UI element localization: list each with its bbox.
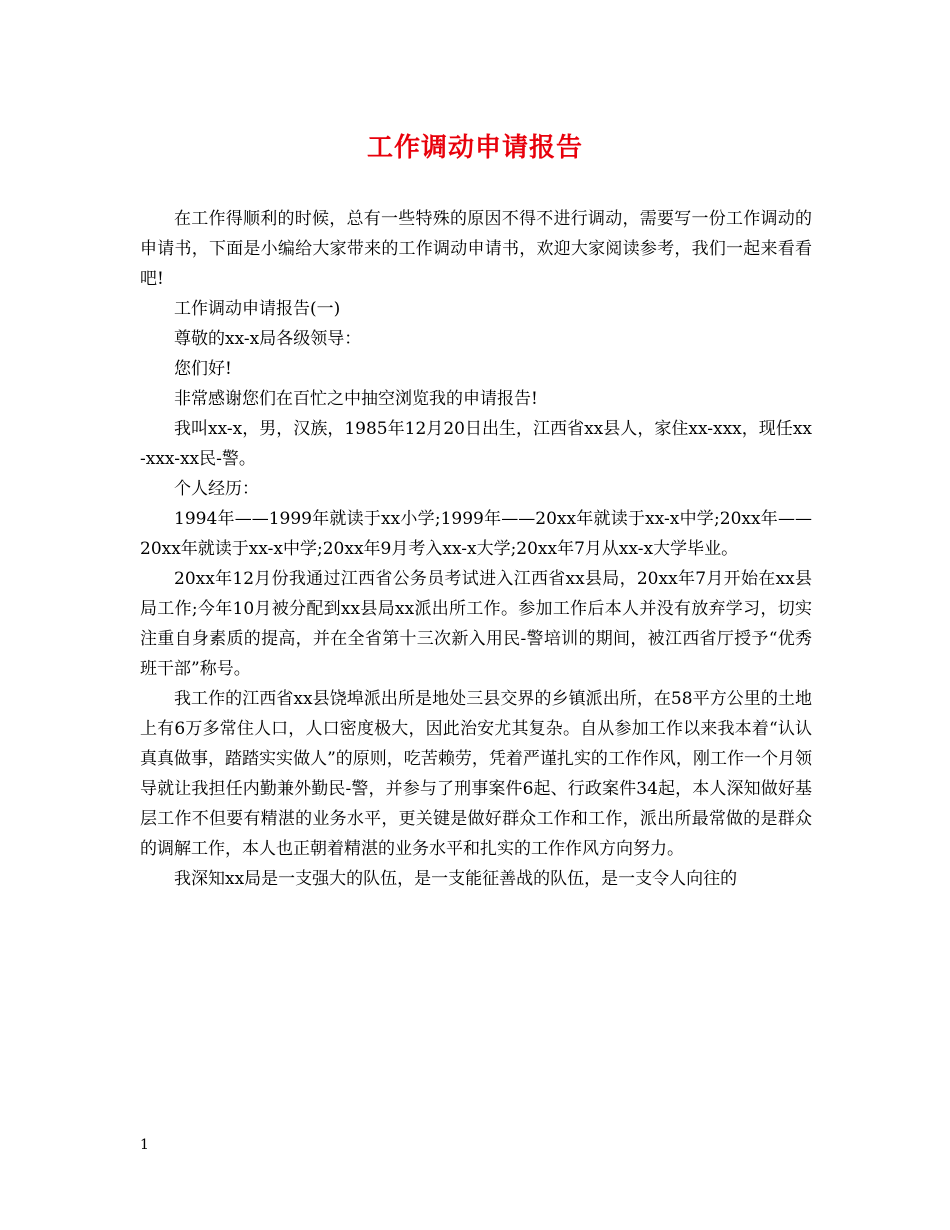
paragraph-experience-heading: 个人经历：: [174, 479, 259, 499]
paragraph-salutation: 尊敬的xx-x局各级领导：: [174, 329, 362, 349]
paragraph-work-station: 我工作的江西省xx县饶埠派出所是地处三县交界的乡镇派出所，在58平方公里的土地上有6万多常住人口，人口密度极大，因此治安尤其复杂。自从参加工作以来我本着“认认真真做事，踏踏实实做人”的原则，吃苦赖劳，凭着严谨扎实的工作作风，刚工作一个月领导就让我担任内勤兼外勤民-警，并参与了刑事案件6起、行政案件34起，本人深知做好基层工作不但要有精湛的业务水平，更关键是做好群众工作和工作，派出所最常做的是群众的调解工作，本人也正朝着精湛的业务水平和扎实的工作作风方向努力。: [140, 689, 812, 859]
paragraph-greeting: 您们好!: [174, 359, 232, 379]
page-number: 1: [140, 1137, 149, 1153]
paragraph-intro: 在工作得顺利的时候，总有一些特殊的原因不得不进行调动，需要写一份工作调动的申请书，下面是小编给大家带来的工作调动申请书，欢迎大家阅读参考，我们一起来看看吧!: [140, 209, 812, 289]
paragraph-section-heading: 工作调动申请报告(一): [174, 299, 341, 319]
paragraph-education: 1994年——1999年就读于xx小学;1999年——20xx年就读于xx-x中学;20xx年——20xx年就读于xx-x中学;20xx年9月考入xx-x大学;20xx年7月从xx-x大学毕业。: [140, 509, 812, 559]
paragraph-thanks: 非常感谢您们在百忙之中抽空浏览我的申请报告!: [174, 389, 538, 409]
paragraph-self-intro: 我叫xx-x，男，汉族，1985年12月20日出生，江西省xx县人，家住xx-xxx，现任xx-xxx-xx民-警。: [140, 419, 812, 469]
paragraph-work-start: 20xx年12月份我通过江西省公务员考试进入江西省xx县局，20xx年7月开始在xx县局工作;今年10月被分配到xx县局xx派出所工作。参加工作后本人并没有放弃学习，切实注重自身素质的提高，并在全省第十三次新入用民-警培训的期间，被江西省厅授予“优秀班干部”称号。: [140, 569, 812, 679]
paragraph-team: 我深知xx局是一支强大的队伍，是一支能征善战的队伍，是一支令人向往的: [174, 869, 738, 889]
document-title: 工作调动申请报告: [366, 133, 583, 163]
document-body: [140, 204, 812, 894]
